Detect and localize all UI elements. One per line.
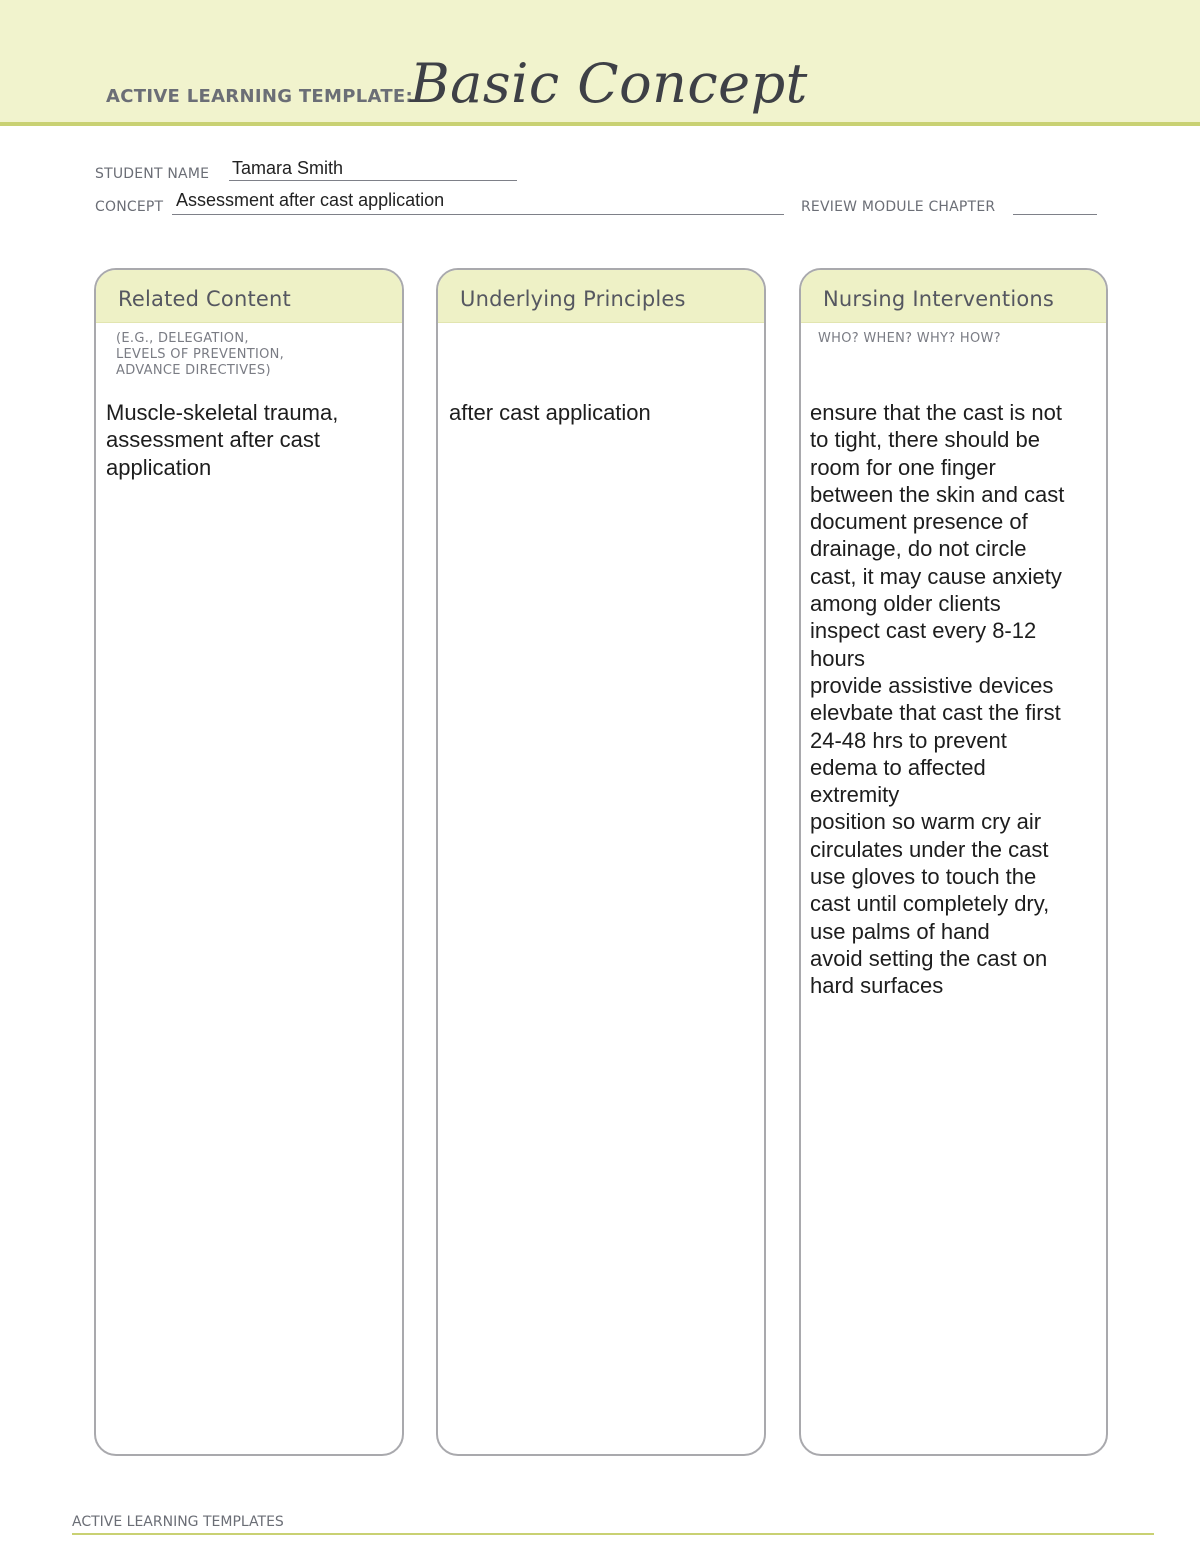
underlying-principles-header — [438, 270, 764, 323]
nursing-interventions-title: Nursing Interventions — [823, 287, 1055, 311]
intervention-line: hours — [810, 645, 866, 671]
concept-line — [172, 214, 784, 215]
intervention-line: cast, it may cause anxiety — [810, 563, 1062, 589]
underlying-principles-box — [436, 268, 766, 1456]
review-module-label: REVIEW MODULE CHAPTER — [801, 199, 996, 215]
nursing-interventions-text[interactable] — [810, 399, 1064, 1000]
intervention-line: ensure that the cast is not — [810, 400, 1062, 425]
intervention-line: hard surfaces — [810, 973, 944, 999]
intervention-line: document presence of — [810, 509, 1028, 535]
review-module-line — [1013, 214, 1097, 215]
intervention-line: use gloves to touch the — [810, 864, 1037, 890]
principles-line: after cast application — [449, 400, 651, 425]
nursing-interventions-box — [799, 268, 1108, 1456]
underlying-principles-title: Underlying Principles — [460, 287, 686, 311]
intervention-line: 24-48 hrs to prevent — [810, 727, 1007, 753]
intervention-line: cast until completely dry, — [810, 891, 1050, 917]
underlying-principles-text[interactable] — [449, 399, 651, 426]
related-content-box — [94, 268, 404, 1456]
student-name-label: STUDENT NAME — [95, 166, 210, 182]
header-divider — [0, 122, 1200, 126]
concept-field[interactable]: Assessment after cast application — [176, 190, 445, 210]
intervention-line: use palms of hand — [810, 918, 990, 944]
footer-label: ACTIVE LEARNING TEMPLATES — [72, 1514, 284, 1530]
intervention-line: among older clients — [810, 591, 1001, 617]
intervention-line: extremity — [810, 782, 900, 808]
related-content-subtitle: (E.G., DELEGATION, LEVELS OF PREVENTION, ADVANCE DIRECTIVES) — [116, 331, 285, 378]
footer-divider — [72, 1533, 1154, 1535]
intervention-line: circulates under the cast — [810, 836, 1049, 862]
template-title: Basic Concept — [410, 52, 808, 115]
student-name-field[interactable]: Tamara Smith — [232, 158, 344, 178]
student-name-line — [229, 180, 517, 181]
nursing-interventions-subtitle: WHO? WHEN? WHY? HOW? — [818, 331, 1001, 346]
related-content-header — [96, 270, 402, 323]
intervention-line: drainage, do not circle — [810, 536, 1027, 562]
concept-label: CONCEPT — [95, 199, 164, 215]
template-label: ACTIVE LEARNING TEMPLATE: — [106, 86, 413, 107]
nursing-interventions-header — [801, 270, 1106, 323]
intervention-line: to tight, there should be — [810, 427, 1040, 453]
related-content-text[interactable] — [106, 399, 338, 481]
related-line: assessment after cast — [106, 427, 320, 453]
intervention-line: provide assistive devices — [810, 672, 1054, 698]
related-content-title: Related Content — [118, 287, 291, 311]
intervention-line: inspect cast every 8-12 — [810, 618, 1037, 644]
intervention-line: between the skin and cast — [810, 481, 1065, 507]
intervention-line: avoid setting the cast on — [810, 945, 1048, 971]
intervention-line: position so warm cry air — [810, 809, 1042, 835]
related-line: Muscle-skeletal trauma, — [106, 400, 339, 425]
related-line: application — [106, 454, 212, 480]
intervention-line: elevbate that cast the first — [810, 700, 1061, 726]
intervention-line: edema to affected — [810, 754, 986, 780]
intervention-line: room for one finger — [810, 454, 996, 480]
